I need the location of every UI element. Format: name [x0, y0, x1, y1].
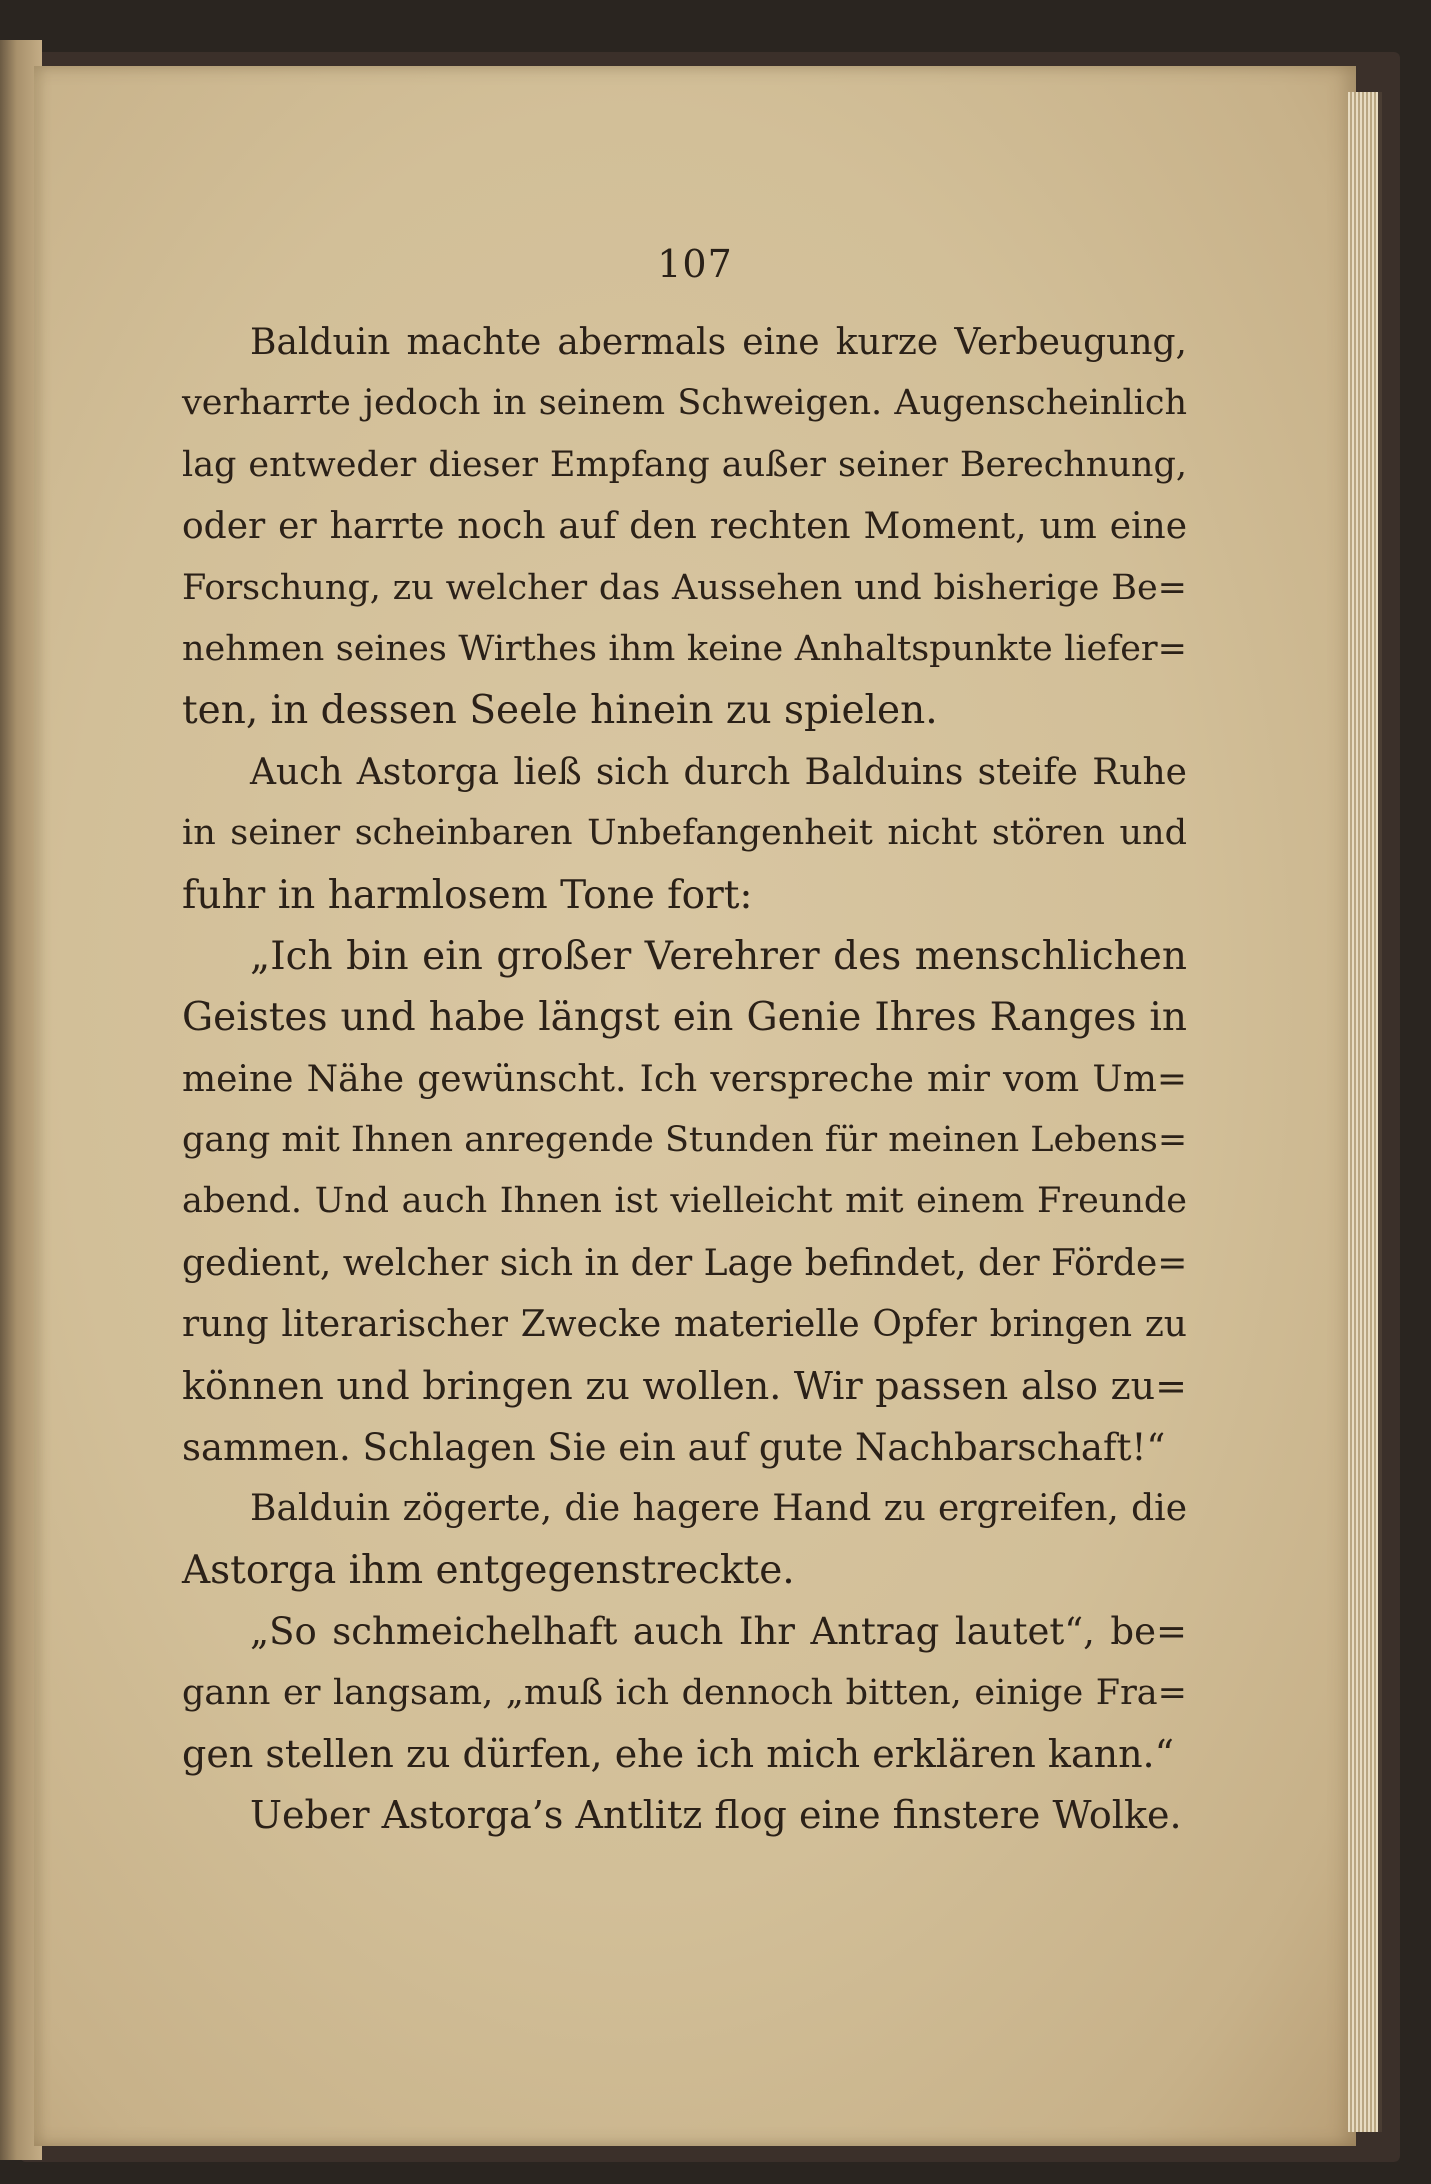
text-line: gann er langsam, „muß ich dennoch bitten, einige Fra= — [182, 1672, 1187, 1713]
body-text — [182, 312, 1187, 1847]
text-line: gedient, welcher sich in der Lage befindet, der Förde= — [182, 1242, 1188, 1284]
text-line: gen stellen zu dürfen, ehe ich mich erklären kann.“ — [182, 1731, 1175, 1776]
text-line: in seiner scheinbaren Unbefangenheit nicht stören und — [182, 813, 1187, 854]
text-line: können und bringen zu wollen. Wir passen also zu= — [182, 1363, 1187, 1408]
text-line: Balduin machte abermals eine kurze Verbeugung, — [250, 322, 1187, 363]
text-line: nehmen seines Wirthes ihm keine Anhaltspunkte liefer= — [182, 628, 1187, 669]
text-line: rung literarischer Zwecke materielle Opfer bringen zu — [182, 1304, 1187, 1346]
text-line: oder er harrte noch auf den rechten Moment, um eine — [182, 506, 1187, 548]
text-line: „So schmeichelhaft auch Ihr Antrag lautet“, be= — [250, 1610, 1187, 1654]
text-line: „Ich bin ein großer Verehrer des menschlichen — [250, 933, 1187, 979]
text-line: Auch Astorga ließ sich durch Balduins steife Ruhe — [250, 751, 1187, 793]
book-page — [34, 66, 1356, 2146]
text-line: lag entweder dieser Empfang außer seiner Berechnung, — [182, 444, 1187, 485]
page-number: 107 — [657, 242, 733, 286]
text-line: gang mit Ihnen anregende Stunden für meinen Lebens= — [182, 1120, 1188, 1161]
text-line: Forschung, zu welcher das Aussehen und bisherige Be= — [182, 567, 1187, 608]
text-line: Geistes und habe längst ein Genie Ihres Ranges in — [182, 995, 1187, 1041]
text-line: sammen. Schlagen Sie ein auf gute Nachbarschaft!“ — [182, 1426, 1166, 1470]
text-line: Astorga ihm entgegenstreckte. — [182, 1547, 795, 1593]
text-line: fuhr in harmlosem Tone fort: — [182, 872, 753, 918]
text-line: ten, in dessen Seele hinein zu spielen. — [182, 688, 938, 734]
text-line: abend. Und auch Ihnen ist vielleicht mit einem Freunde — [182, 1181, 1187, 1222]
text-line: verharrte jedoch in seinem Schweigen. Augenscheinlich — [182, 383, 1187, 424]
text-line: meine Nähe gewünscht. Ich verspreche mir vom Um= — [182, 1058, 1187, 1100]
text-line: Balduin zögerte, die hagere Hand zu ergreifen, die — [250, 1488, 1187, 1530]
page-fore-edge — [1348, 92, 1382, 2132]
text-line: Ueber Astorga’s Antlitz flog eine finstere Wolke. — [250, 1793, 1182, 1838]
